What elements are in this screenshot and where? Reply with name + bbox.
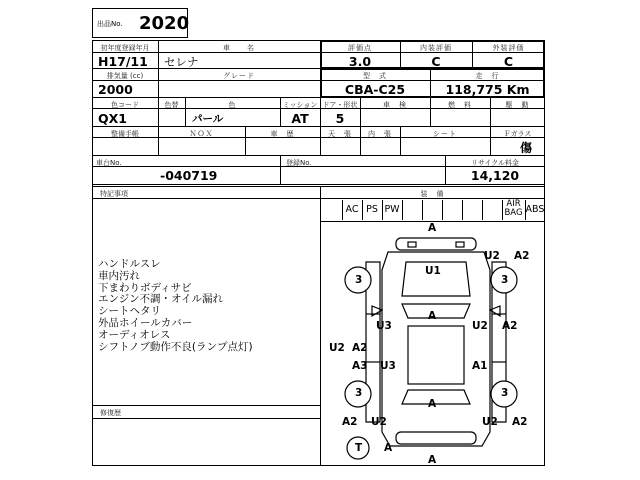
notes-title: 特記事項 [100,190,128,198]
label-inspection: 車 検 [383,101,407,109]
damage-front-bumper: A [428,222,437,234]
f-glass-value: 傷 [520,141,533,155]
type-code-value: CBA-C25 [344,82,406,97]
equipment-cell [482,200,503,220]
damage-quarter-rl-2: U2 [371,416,387,428]
grid-line [280,155,281,184]
label-service-book: 整備手帳 [111,130,139,138]
damage-door-rl-1: A3 [352,360,368,372]
equipment-airbag-line: BAG [504,208,523,218]
equipment-cell: AC [342,200,363,220]
damage-tire-rear-left: 3 [355,387,363,399]
label-first-registration: 初年度登録年月 [100,44,150,52]
displacement-value: 2000 [98,82,133,97]
front-light-r [456,242,464,247]
mileage-value: 118,775 Km [445,82,530,97]
note-item: シートヘタリ [98,305,161,318]
label-doors: ドア・形状 [322,101,358,109]
damage-fender-fr-2: A2 [514,250,530,262]
transmission-value: AT [291,111,309,126]
label-drive: 駆 動 [505,101,530,109]
equipment-cell [502,200,526,220]
grid-line [92,184,545,185]
chassis-no-value: -040719 [160,168,218,183]
label-type-code: 型 式 [363,72,387,80]
damage-side-l-1: U2 [329,342,345,354]
grid-line [92,186,545,187]
lot-number-label: 出品No. [97,20,123,28]
equipment-cell [422,200,443,220]
equipment-airbag-line: AIR [506,199,521,209]
lot-number: 2020 [139,13,190,34]
equipment-cell: PS [362,200,383,220]
note-item: 外品ホイールカバー [98,316,193,329]
damage-fender-fr-1: U2 [484,250,500,262]
damage-tire-front-left: 3 [355,274,363,286]
label-displacement: 排気量 (cc) [106,72,144,80]
label-color-code: 色コード [111,101,139,109]
damage-door-fr-2: A2 [502,320,518,332]
front-light-l [408,242,416,247]
label-interior: 内装評価 [420,44,452,52]
damage-side-l-2: A2 [352,342,368,354]
equipment-cell [402,200,423,220]
label-seat: シート [433,130,457,138]
interior-value: C [431,54,441,69]
label-registration-no: 登録No. [286,159,312,167]
damage-tire-rear-right: 3 [501,387,509,399]
grid-line [92,405,320,406]
body-outline [382,252,490,446]
equipment-cell [442,200,463,220]
recycle-fee-value: 14,120 [470,168,520,183]
label-score: 評価点 [348,44,372,52]
equipment-cell: PW [382,200,403,220]
repair-history-title: 修復歴 [100,409,121,417]
label-headliner: 天 張 [328,130,352,138]
color-code-value: QX1 [98,111,127,126]
label-exterior: 外装評価 [492,44,525,52]
label-chassis-no: 車台No. [96,159,122,167]
note-item: 下まわりボディサビ [98,281,192,294]
lot-number-box [92,8,188,38]
label-color-change: 色替 [164,101,179,109]
note-item: オーディオレス [98,328,171,341]
label-car-name: 車 名 [223,44,255,52]
doors-value: 5 [335,111,345,126]
equipment-cell: ABS [525,204,545,215]
exterior-value: C [503,54,514,69]
label-interior-trim: 内 張 [368,130,392,138]
damage-spare-tire: T [355,442,363,454]
label-recycle-fee: リサイクル料金 [470,159,520,167]
score-value: 3.0 [348,54,372,69]
damage-hood: U1 [425,265,441,277]
equipment-cell [462,200,483,220]
grid-line [92,126,545,127]
damage-tire-front-right: 3 [501,274,509,286]
damage-door-fl: U3 [376,320,392,332]
damage-roof-rear: A [428,398,437,410]
label-transmission: ミッション [282,101,318,109]
first-registration-value: H17/11 [98,54,148,69]
grid-line [92,418,320,419]
damage-quarter-rr-2: A2 [512,416,528,428]
damage-rear-corner-left: A [384,442,393,454]
damage-quarter-rr-1: U2 [482,416,498,428]
damage-quarter-rl-1: A2 [342,416,358,428]
note-item: エンジン不調・オイル漏れ [98,293,223,306]
damage-rear-bumper: A [428,454,437,466]
damage-door-fr-1: U2 [472,320,488,332]
equipment-title: 装 備 [420,190,445,198]
label-grade: グレード [223,72,255,80]
damage-door-rl-2: U3 [380,360,396,372]
car-name-value: セレナ [164,55,199,69]
label-f-glass: Ｆガラス [503,130,532,138]
note-item: 車内汚れ [98,269,140,282]
grid-line [92,155,545,156]
note-item: ハンドルスレ [98,258,161,270]
equipment-cell [322,200,343,220]
notes-list [98,259,253,353]
label-nox: ＮＯＸ [189,130,214,138]
label-color: 色 [228,101,237,109]
label-history: 車 歴 [270,130,295,138]
damage-roof-front: A [428,310,437,322]
rear-bumper-outline [396,432,476,444]
note-item: シフトノブ動作不良(ランプ点灯) [98,340,253,353]
color-value: パール [192,113,224,125]
damage-door-rr: A1 [472,360,488,372]
label-mileage: 走 行 [475,72,500,80]
label-fuel: 燃 料 [448,101,472,109]
roof-outline [408,326,464,384]
